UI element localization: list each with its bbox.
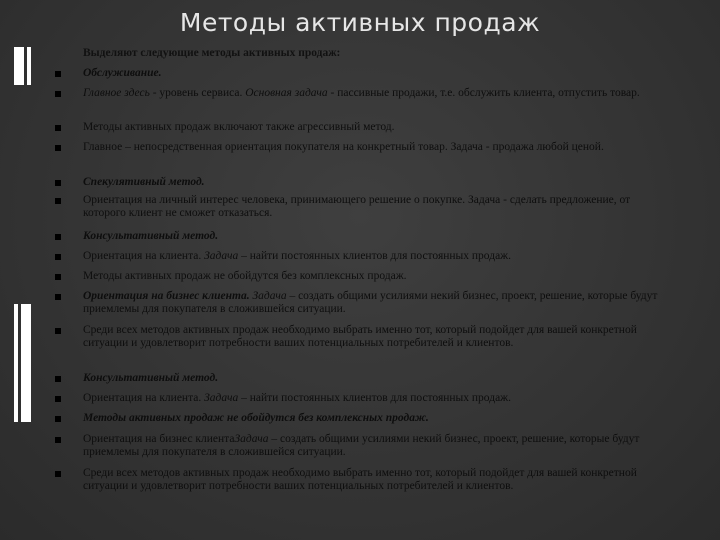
bullet-icon xyxy=(55,294,61,300)
list-item-text: – создать общими усилиями некий бизнес, проект, решение, которые будут приемлемы для покупателя в сложившейся ситуации. xyxy=(83,433,640,458)
bullet-icon xyxy=(55,234,61,240)
list-item xyxy=(83,372,673,385)
list-item xyxy=(83,194,673,219)
list-item xyxy=(83,467,673,492)
list-item-text: Методы активных продаж не обойдутся без комплексных продаж. xyxy=(83,270,407,282)
bullet-icon xyxy=(55,437,61,443)
list-item-text: Основная задача xyxy=(245,87,328,99)
list-item xyxy=(83,67,673,80)
bullet-icon xyxy=(55,274,61,280)
bullet-icon xyxy=(55,145,61,151)
lead-text: Выделяют следующие методы активных продаж: xyxy=(83,47,341,59)
bullet-icon xyxy=(55,396,61,402)
list-item xyxy=(83,392,673,405)
list-item xyxy=(83,176,673,189)
decor-bar xyxy=(14,47,24,85)
list-item-text: Среди всех методов активных продаж необходимо выбрать именно тот, который подойдет для вашей конкретной ситуации и удовлетворит потребности ваших потенциальных потребителей и клиентов. xyxy=(83,324,637,349)
list-item xyxy=(83,230,673,243)
list-item xyxy=(83,412,673,425)
list-item-text: - уровень сервиса. xyxy=(149,87,246,99)
list-item-text: Ориентация на бизнес клиента xyxy=(83,433,235,445)
bullet-icon xyxy=(55,198,61,204)
list-item xyxy=(83,433,673,458)
list-item-text: Методы активных продаж включают также агрессивный метод. xyxy=(83,121,395,133)
list-item xyxy=(83,87,673,100)
list-item-text: Ориентация на бизнес клиента. xyxy=(83,290,250,302)
bullet-icon xyxy=(55,254,61,260)
list-item-text: Обслуживание. xyxy=(83,67,162,79)
bullet-icon xyxy=(55,91,61,97)
list-item xyxy=(83,141,673,154)
list-item-text: Ориентация на клиента. xyxy=(83,250,205,262)
list-item-text: – найти постоянных клиентов для постоянных продаж. xyxy=(238,392,512,404)
list-item xyxy=(83,290,673,315)
list-item xyxy=(83,250,673,263)
bullet-icon xyxy=(55,471,61,477)
list-item-text: Методы активных продаж не обойдутся без комплексных продаж. xyxy=(83,412,429,424)
list-item-text: Консультативный метод. xyxy=(83,230,219,242)
list-item-text: - пассивные продажи, т.е. обслужить клиента, отпустить товар. xyxy=(327,87,640,99)
list-item-text: – найти постоянных клиентов для постоянных продаж. xyxy=(238,250,512,262)
bullet-icon xyxy=(55,328,61,334)
list-item-text: Задача xyxy=(204,250,239,262)
list-item xyxy=(83,270,673,283)
bullet-icon xyxy=(55,125,61,131)
decor-bar xyxy=(27,47,31,85)
bullet-icon xyxy=(55,71,61,77)
list-item-text: Ориентация на клиента. xyxy=(83,392,205,404)
list-item-text: Главное здесь xyxy=(83,87,150,99)
list-item-text: Главное – непосредственная ориентация покупателя на конкретный товар. Задача - продажа любой ценой. xyxy=(83,141,604,153)
list-item-text: Спекулятивный метод. xyxy=(83,176,205,188)
decor-bar xyxy=(14,304,18,422)
list-item-text: – создать общими усилиями некий бизнес, проект, решение, которые будут приемлемы для покупателя в сложившейся ситуации. xyxy=(83,290,658,315)
slide-title: Методы активных продаж xyxy=(179,8,541,37)
bullet-icon xyxy=(55,416,61,422)
list-item-text: Задача xyxy=(252,290,287,302)
decor-bar xyxy=(21,304,31,422)
list-item-text: Ориентация на личный интерес человека, принимающего решение о покупке. Задача - сделать предложение, от которого клиент не сможет отказаться. xyxy=(83,194,631,219)
list-item-text: Консультативный метод. xyxy=(83,372,219,384)
list-item-text: Задача xyxy=(234,433,269,445)
list-item-text: Среди всех методов активных продаж необходимо выбрать именно тот, который подойдет для вашей конкретной ситуации и удовлетворит потребности ваших потенциальных потребителей и клиентов. xyxy=(83,467,637,492)
bullet-icon xyxy=(55,376,61,382)
list-item xyxy=(83,324,673,349)
list-item-text: Задача xyxy=(204,392,239,404)
list-item xyxy=(83,121,673,134)
bullet-icon xyxy=(55,180,61,186)
